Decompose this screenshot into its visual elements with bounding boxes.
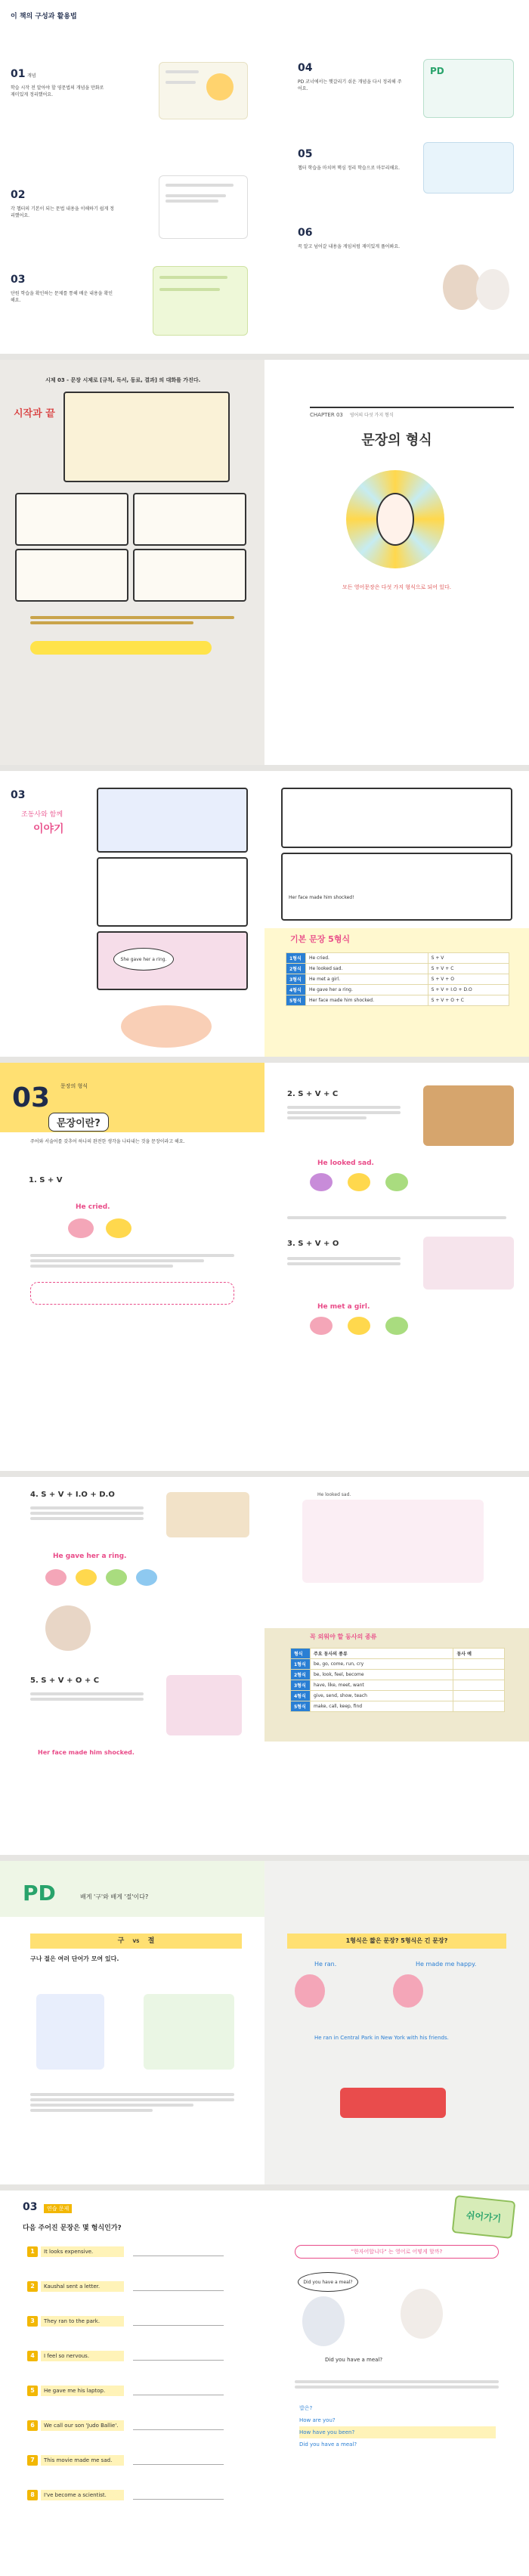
table-row: 5형식 Her face made him shocked. S + V + O + C — [286, 995, 509, 1006]
chapter-title: 문장의 형식 — [361, 432, 432, 448]
lesson-num: 03 — [23, 2201, 38, 2213]
question-row: 2 Kaushal sent a letter. — [27, 2281, 231, 2293]
cat-character-image — [401, 2289, 443, 2339]
item-desc: 꼭 알고 넘어갈 내용을 게임처럼 재미있게 풀어봐요. — [298, 244, 401, 249]
answer-line[interactable] — [133, 2325, 224, 2326]
page-right — [264, 1861, 529, 2184]
chapter-sub: 영어의 다섯 가지 형식 — [349, 413, 394, 418]
page-left — [0, 0, 264, 354]
page-left — [0, 1063, 264, 1471]
answer-row: How have you been? — [299, 2426, 496, 2438]
answer-line[interactable] — [133, 2464, 224, 2465]
answer-line[interactable] — [133, 2360, 224, 2361]
spread-chapter-opening — [0, 360, 529, 765]
couple-image — [166, 1492, 249, 1537]
highlight-bar — [30, 641, 212, 655]
spread-forms — [0, 1477, 529, 1855]
section-heading: 기본 문장 5형식 — [290, 934, 351, 944]
item-desc: 단원 학습을 확인하는 문제를 통해 배운 내용을 확인해요. — [11, 291, 113, 303]
table-row: 2형식 He looked sad. S + V + C — [286, 964, 509, 974]
table-row: 3형식 He met a girl. S + V + O — [286, 974, 509, 985]
spread-exercise — [0, 2191, 529, 2576]
chapter-label: CHAPTER 03 — [310, 412, 343, 418]
question-row: 8 I've become a scientist. — [27, 2490, 231, 2502]
answer-row: 밥은? — [299, 2405, 313, 2411]
lesson-subtitle: 조동사와 함께 — [21, 811, 63, 819]
character-image — [106, 1218, 131, 1238]
item-num: 04 — [298, 62, 313, 74]
question-row: 5 He gave me his laptop. — [27, 2386, 231, 2398]
comic-panel — [133, 549, 246, 602]
speech-bubble: Did you have a meal? — [298, 2272, 358, 2292]
table-row: 3형식 have, like, meet, want — [291, 1680, 505, 1691]
example-sentence: He ran in Central Park in New York with his friends. — [314, 2035, 449, 2041]
left-subtitle: 구나 절은 여러 단어가 모여 있다. — [30, 1955, 119, 1962]
item-num: 02 — [11, 189, 26, 201]
instruction: 다음 주어진 문장은 몇 형식인가? — [23, 2225, 122, 2232]
comic-panel — [97, 857, 248, 927]
comic-panel — [63, 392, 230, 482]
vs-label: VS — [132, 1939, 140, 1944]
example-sentence: Her face made him shocked. — [38, 1749, 135, 1756]
pd-title: 배게 '구'와 배게 '절'이다? — [80, 1893, 149, 1900]
vs-banner — [30, 1934, 242, 1949]
comic-panel — [281, 788, 512, 848]
character-image — [310, 1173, 333, 1191]
col-a-label: 구 — [117, 1937, 125, 1945]
question-row: 7 This movie made me sad. — [27, 2455, 231, 2467]
thumb-box — [423, 142, 514, 194]
page-right — [264, 0, 529, 354]
spread-structure — [0, 0, 529, 354]
question-row: 1 It looks expensive. — [27, 2246, 231, 2259]
chapter-note: 모든 영어문장은 다섯 가지 형식으로 되어 있다. — [342, 584, 452, 590]
hand-illustration — [346, 470, 444, 568]
illustration-area — [302, 1500, 484, 1583]
lesson-num: 03 — [11, 789, 26, 801]
table-header-row: 형식 주요 동사의 종류 동사 예 — [291, 1649, 505, 1659]
thumb-box — [423, 59, 514, 118]
item-desc: PD 코너에서는 헷갈리기 쉬운 개념을 다시 정리해 주어요. — [298, 79, 402, 91]
formula-title: 3. S + V + O — [287, 1240, 339, 1248]
page-right — [264, 1477, 529, 1855]
character-image — [385, 1173, 408, 1191]
pd-logo: PD — [430, 66, 444, 76]
section-banner: "한자어합니다" 는 영어로 어떻게 할까? — [295, 2245, 499, 2259]
col-b-label: 절 — [147, 1937, 155, 1945]
train-image — [340, 2088, 446, 2118]
page-left — [0, 1477, 264, 1855]
cat-character-image — [443, 265, 481, 310]
answer-row: Did you have a meal? — [299, 2441, 357, 2448]
comic-panel — [281, 853, 512, 921]
lesson-title: 이야기 — [33, 823, 64, 835]
clause-illustration — [144, 1994, 234, 2070]
item-desc: 챕터 학습을 마치며 핵심 정리 학습으로 마무리해요. — [298, 166, 401, 171]
spread-pd — [0, 1861, 529, 2184]
answer-line[interactable] — [133, 2429, 224, 2430]
bench-image — [423, 1085, 514, 1146]
couple-image — [166, 1675, 242, 1735]
cat-character-image — [302, 2296, 345, 2346]
table-row: 2형식 be, look, feel, become — [291, 1670, 505, 1680]
thumb-box — [153, 266, 248, 336]
page-right — [264, 360, 529, 765]
page-right — [264, 2191, 529, 2576]
character-image — [385, 1317, 408, 1335]
formula-title: 4. S + V + I.O + D.O — [30, 1491, 115, 1499]
comic-panel — [97, 788, 248, 853]
cat-character-image — [45, 1605, 91, 1651]
spread-story — [0, 771, 529, 1057]
formula-title: 5. S + V + O + C — [30, 1677, 100, 1685]
banner-text: 시제 03 - 문장 시제로 [규칙, 독서, 동료, 결과] 의 대화를 가진다. — [45, 377, 201, 383]
speech-bubble: She gave her a ring. — [113, 948, 174, 971]
character-image — [68, 1218, 94, 1238]
tip-box — [30, 1282, 234, 1305]
character-image — [348, 1317, 370, 1335]
example-sentence: He ran. — [314, 1961, 337, 1968]
example-sentence: He gave her a ring. — [53, 1553, 127, 1560]
verb-table — [290, 1648, 505, 1712]
page-right — [264, 771, 529, 1057]
lesson-title: 문장이란? — [48, 1113, 109, 1132]
page-left — [0, 771, 264, 1057]
example-sentence: He made me happy. — [416, 1961, 477, 1968]
lesson-big-num: 03 — [12, 1082, 51, 1113]
example-sentence: He looked sad. — [317, 1160, 374, 1167]
table-row: 4형식 give, send, show, teach — [291, 1691, 505, 1701]
break-badge: 쉬어가기 — [452, 2195, 516, 2239]
character-image — [310, 1317, 333, 1335]
formula-title: 1. S + V — [29, 1176, 63, 1184]
intro-text: 주어와 서술어를 갖추어 하나의 완전한 생각을 나타내는 것을 문장이라고 해요. — [30, 1139, 185, 1144]
cartoon-image — [206, 73, 234, 101]
page-left — [0, 360, 264, 765]
item-num: 05 — [298, 148, 313, 160]
page-left — [0, 2191, 264, 2576]
caption-text: He looked sad. — [317, 1492, 351, 1497]
lesson-label: 문장의 형식 — [60, 1083, 88, 1089]
table-row: 5형식 make, call, keep, find — [291, 1701, 505, 1712]
page-right — [264, 1063, 529, 1471]
section-heading: 꼭 외워야 할 동사의 종류 — [310, 1633, 377, 1640]
formula-title: 2. S + V + C — [287, 1090, 339, 1098]
pattern-table — [286, 952, 509, 1006]
question-row: 6 We call our son 'Judo Ballie'. — [27, 2420, 231, 2432]
table-row: 1형식 be, go, come, run, cry — [291, 1659, 505, 1670]
pd-logo: PD — [23, 1881, 56, 1906]
lesson-tag: 연습 문제 — [44, 2204, 72, 2213]
face-illustration — [121, 1005, 212, 1048]
item-num: 03 — [11, 274, 26, 286]
answer-line[interactable] — [133, 2499, 224, 2500]
item-desc: 각 챕터의 기본이 되는 문법 내용을 이해하기 쉽게 정리했어요. — [11, 206, 114, 218]
character-image — [348, 1173, 370, 1191]
page-left — [0, 1861, 264, 2184]
question-row: 4 I feel so nervous. — [27, 2351, 231, 2363]
comic-panel — [15, 549, 128, 602]
couple-image — [423, 1237, 514, 1290]
caption-text: Her face made him shocked! — [289, 895, 354, 900]
comic-sign: 시작과 끝 — [14, 408, 55, 420]
comic-panel — [15, 493, 128, 546]
cat-character-image — [476, 269, 509, 310]
question-banner: 1형식은 짧은 문장? 5형식은 긴 문장? — [287, 1934, 506, 1949]
answer-row: How are you? — [299, 2417, 336, 2423]
table-row: 1형식 He cried. S + V — [286, 953, 509, 964]
item-num: 06 — [298, 227, 313, 239]
example-sentence: He met a girl. — [317, 1303, 370, 1311]
item-title: 개념 — [27, 73, 36, 79]
item-num: 01 — [11, 68, 26, 80]
thumb-box — [159, 175, 248, 239]
character-image — [393, 1974, 423, 2008]
caption-text: Did you have a meal? — [325, 2357, 383, 2363]
character-image — [295, 1974, 325, 2008]
table-row: 4형식 He gave her a ring. S + V + I.O + D.O — [286, 985, 509, 995]
comic-panel — [133, 493, 246, 546]
example-sentence: He cried. — [76, 1203, 110, 1211]
page-header: 이 책의 구성과 활용법 — [11, 13, 77, 20]
answer-line[interactable] — [133, 2290, 224, 2291]
phrase-illustration — [36, 1994, 104, 2070]
thumb-box — [159, 62, 248, 119]
item-desc: 학습 시작 전 알아야 할 영문법의 개념을 만화로 재미있게 정리했어요. — [11, 85, 104, 98]
spread-sentence — [0, 1063, 529, 1471]
question-row: 3 They ran to the park. — [27, 2316, 231, 2328]
comic-panel — [97, 931, 248, 990]
